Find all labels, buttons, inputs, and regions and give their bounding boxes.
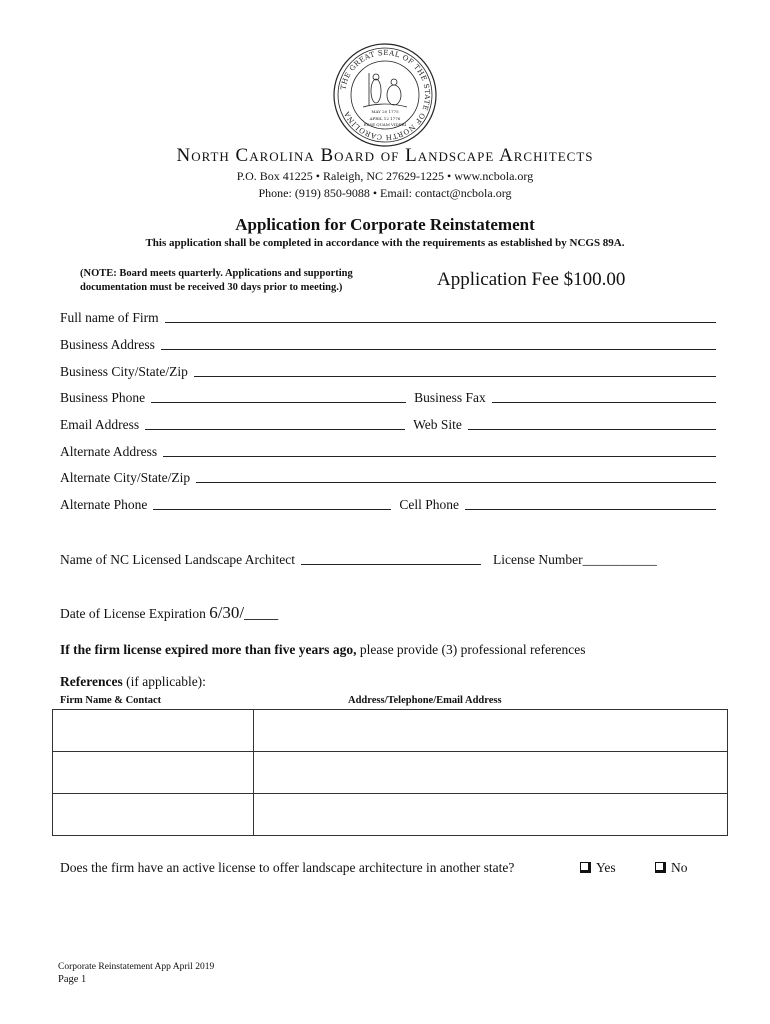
svg-text:THE GREAT SEAL OF THE STATE OF [339,49,431,141]
alt-phone-row [60,495,716,513]
expiration-row [60,603,278,623]
business-fax-label: Business Fax [414,390,486,405]
form-subtitle: This application shall be completed in accordance with the requirements as established by NCGS 89A. [145,237,625,249]
meeting-note [80,267,420,295]
email-row [60,415,716,433]
table-row [53,794,728,836]
address-line: P.O. Box 41225 • Raleigh, NC 27629-1225 • www.ncbola.org [236,169,534,183]
col-header-firm: Firm Name & Contact [60,695,162,706]
alt-address-label: Alternate Address [60,444,158,459]
email-label: Email Address [60,417,140,432]
expiration-year-field[interactable]: ____ [244,603,279,622]
table-row [53,710,728,752]
references-heading: References [60,674,123,689]
references-table [52,709,728,836]
la-name-field[interactable] [301,564,481,565]
business-address-field[interactable] [161,349,716,350]
cell-phone-label: Cell Phone [399,497,459,512]
contact-line: Phone: (919) 850-9088 • Email: contact@ncbola.org [258,186,512,200]
expiration-value: 6/30/ [209,603,245,622]
ref-1-address-cell[interactable] [254,710,728,752]
firm-name-row [60,308,716,326]
form-title: Application for Corporate Reinstatement [235,215,535,234]
seal-date: MAY 20 1775 [371,109,399,114]
business-city-label: Business City/State/Zip [60,364,188,379]
ref-1-firm-cell[interactable] [53,710,254,752]
yes-label: Yes [596,860,616,875]
cell-phone-field[interactable] [465,509,716,510]
footer-page: Page 1 [58,974,87,985]
references-intro [60,642,585,658]
firm-name-label: Full name of Firm [60,310,159,325]
other-state-question: Does the firm have an active license to offer landscape architecture in another state? [60,860,515,875]
ref-3-address-cell[interactable] [254,794,728,836]
firm-name-field[interactable] [165,322,716,323]
business-address-label: Business Address [60,337,155,352]
seal-ring-text: THE GREAT SEAL OF THE STATE OF NORTH CAROLINA [339,48,432,142]
ref-2-address-cell[interactable] [254,752,728,794]
alt-city-label: Alternate City/State/Zip [60,470,191,485]
expiration-label: Date of License Expiration [60,606,206,621]
business-fax-field[interactable] [492,402,716,403]
website-label: Web Site [413,417,462,432]
note-line-2: documentation must be received 30 days prior to meeting.) [80,282,343,293]
note-line-1: (NOTE: Board meets quarterly. Applications and supporting [80,268,353,279]
license-number-label: License Number [493,552,583,567]
business-address-row [60,335,716,353]
seal-motto: ESSE QUAM VIDERI [363,122,407,127]
yes-option[interactable] [580,860,616,876]
seal-date2: APRIL 12 1776 [369,116,401,121]
references-heading-note: (if applicable): [122,674,206,689]
ref-2-firm-cell[interactable] [53,752,254,794]
business-city-field[interactable] [194,376,716,377]
application-fee: Application Fee $100.00 [437,269,626,290]
references-intro-bold: If the firm license expired more than five years ago, [60,642,357,657]
business-city-row [60,362,716,380]
alt-city-field[interactable] [196,482,716,483]
alt-phone-field[interactable] [153,509,391,510]
alt-address-field[interactable] [163,456,716,457]
email-field[interactable] [145,429,405,430]
ref-3-firm-cell[interactable] [53,794,254,836]
alt-phone-label: Alternate Phone [60,497,148,512]
references-intro-rest: please provide (3) professional references [356,642,586,657]
la-name-label: Name of NC Licensed Landscape Architect [60,552,296,567]
yes-checkbox[interactable] [580,862,591,873]
col-header-address: Address/Telephone/Email Address [348,695,502,706]
table-row [53,752,728,794]
no-checkbox[interactable] [655,862,666,873]
license-number-field[interactable]: ___________ [582,552,657,567]
references-heading-row [60,674,206,690]
business-phone-label: Business Phone [60,390,146,405]
website-field[interactable] [468,429,716,430]
business-phone-row [60,388,716,406]
no-option[interactable] [655,860,688,876]
state-seal [333,43,437,147]
footer-doc-name: Corporate Reinstatement App April 2019 [58,962,215,972]
alt-address-row [60,442,716,460]
business-phone-field[interactable] [151,402,406,403]
no-label: No [671,860,688,875]
alt-city-row [60,468,716,486]
org-name: North Carolina Board of Landscape Architects [176,145,594,166]
la-name-row [60,550,720,568]
